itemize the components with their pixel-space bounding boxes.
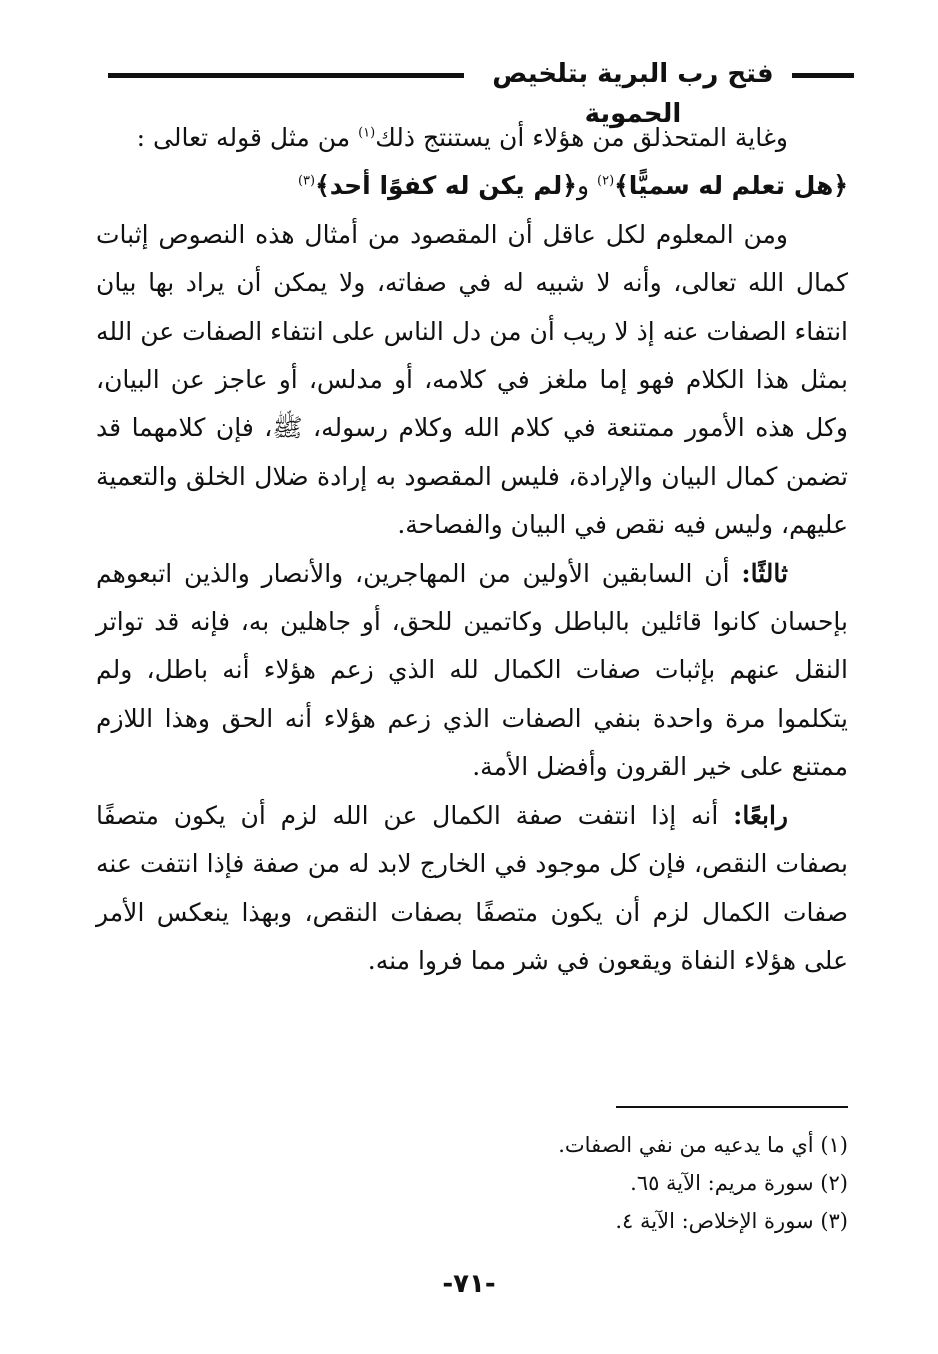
header-rule-left	[108, 73, 464, 78]
paragraph-1-text: وغاية المتحذلق من هؤلاء أن يستنتج ذلك	[375, 123, 788, 152]
footnotes	[248, 1126, 848, 1240]
verse-1: ﴿هل تعلم له سميًّا﴾	[614, 171, 848, 201]
paragraph-4	[96, 792, 848, 986]
footnote-ref-1: (١)	[358, 125, 376, 141]
verse-2: ﴿لم يكن له كفوًا أحد﴾	[315, 171, 577, 201]
main-text	[96, 114, 848, 985]
footnote-ref-3: (٣)	[297, 174, 316, 190]
paragraph-1-text-2: من مثل قوله تعالى :	[136, 123, 359, 152]
running-header	[108, 52, 854, 129]
paragraph-3-text: أن السابقين الأولين من المهاجرين، والأنصار والذين اتبعوهم بإحسان كانوا قائلين بالباطل وكاتمين للحق، أو جاهلين به، فإنه قد تواتر النقل عنهم بإثبات صفات الكمال لله الذي زعم هؤلاء أنه باطل، ولم يتكلموا مرة واحدة بنفي الصفات الذي زعم هؤلاء أنه الحق وهذا اللازم ممتنع على خير القرون وأفضل الأمة.	[96, 558, 848, 782]
paragraph-1	[96, 114, 848, 211]
footnote-1: (١) أي ما يدعيه من نفي الصفات.	[558, 1133, 848, 1157]
paragraph-3	[96, 550, 848, 792]
paragraph-3-lead: ثالثًا:	[741, 558, 788, 588]
conjunction: و	[576, 171, 597, 201]
header-title: فتح رب البرية بتلخيص الحموية	[492, 59, 774, 129]
paragraph-4-lead: رابعًا:	[733, 800, 788, 830]
paragraph-2: ومن المعلوم لكل عاقل أن المقصود من أمثال هذه النصوص إثبات كمال الله تعالى، وأنه لا شبيه له في صفاته، ولا يمكن أن يراد بها بيان انتفاء الصفات عنه إذ لا ريب أن من دل الناس على انتفاء الصفات عن الله بمثل هذا الكلام فهو إما ملغز في كلامه، أو مدلس، أو عاجز عن البيان، وكل هذه الأمور ممتنعة في كلام الله وكلام رسوله، ﷺ، فإن كلامهما قد تضمن كمال البيان والإرادة، فليس المقصود به إرادة ضلال الخلق والتعمية عليهم، وليس فيه نقص في البيان والفصاحة.	[96, 219, 848, 540]
footnote-separator	[616, 1106, 848, 1108]
footnote-3: (٣) سورة الإخلاص: الآية ٤.	[615, 1209, 848, 1233]
footnote-ref-2: (٢)	[597, 174, 615, 190]
paragraph-4-text: أنه إذا انتفت صفة الكمال عن الله لزم أن يكون متصفًا بصفات النقص، فإن كل موجود في الخارج لابد له من صفة فإذا انتفت عنه صفات الكمال لزم أن يكون متصفًا بصفات النقص، وبهذا ينعكس الأمر على هؤلاء النفاة ويقعون في شر مما فروا منه.	[96, 800, 848, 975]
header-rule-right	[792, 73, 854, 78]
footnote-2: (٢) سورة مريم: الآية ٦٥.	[630, 1171, 848, 1195]
page-number: -٧١-	[442, 1269, 496, 1299]
